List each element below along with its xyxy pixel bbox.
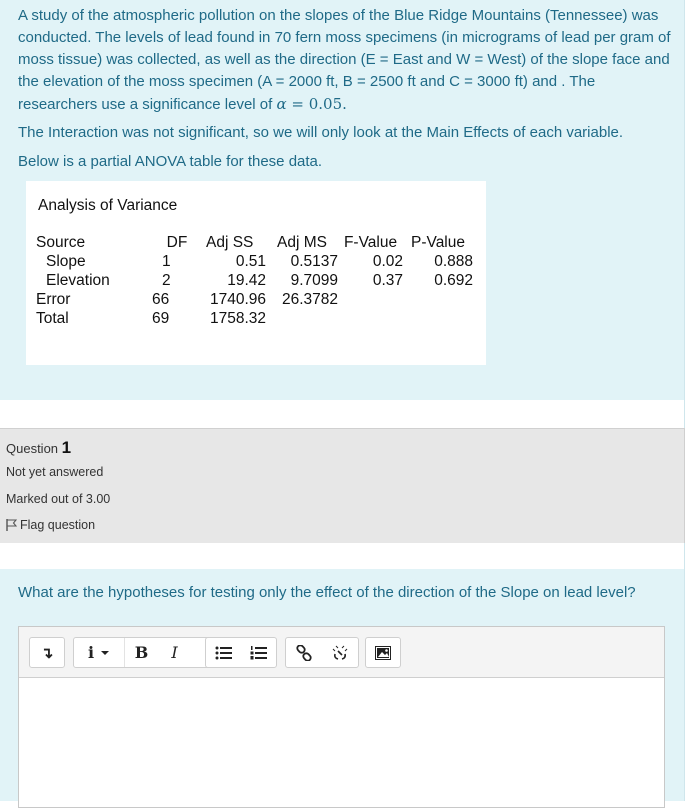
anova-title: Analysis of Variance xyxy=(38,197,178,214)
row-p xyxy=(403,290,473,309)
editor-content-area[interactable] xyxy=(19,678,664,808)
table-row xyxy=(36,290,473,309)
unordered-list-icon xyxy=(215,646,232,660)
row-f xyxy=(338,290,403,309)
show-more-buttons[interactable] xyxy=(30,638,64,667)
anova-header-row xyxy=(36,233,473,252)
question-marks: Marked out of 3.00 xyxy=(6,492,111,506)
toolbar-group xyxy=(285,637,359,668)
italic-icon: I xyxy=(171,643,178,662)
question-intro xyxy=(0,0,685,400)
row-source: Slope xyxy=(46,253,86,270)
row-ss: 1740.96 xyxy=(209,291,266,308)
unordered-list-button[interactable] xyxy=(206,638,241,667)
header-df: DF xyxy=(166,234,188,251)
row-df: 2 xyxy=(162,272,171,289)
bold-button[interactable] xyxy=(124,638,158,667)
row-df: 66 xyxy=(152,291,170,308)
interaction-note: The Interaction was not significant, so we will only look at the Main Effects of each variable. xyxy=(18,124,624,141)
ordered-list-button[interactable] xyxy=(241,638,276,667)
collapse-icon: ↴ xyxy=(40,644,54,662)
header-p-value: P-Value xyxy=(411,234,465,251)
intro-paragraph: A study of the atmospheric pollution on the slopes of the Blue Ridge Mountains (Tennessee) was conducted. The levels of lead found in 70 fern moss specimens (in micrograms of lead per gram of moss tissue) was collected, as well as the direction (E = East and W = West) of the slope face and the elevation of the moss specimen (A = 2000 ft, B = 2500 ft and C = 3000 ft) and . The researchers use a significance level of α = 0.05. xyxy=(18,7,671,113)
question-state: Not yet answered xyxy=(6,465,104,479)
header-source: Source xyxy=(36,234,86,251)
toolbar-group xyxy=(73,637,212,668)
question-number: Question 1 xyxy=(6,438,72,457)
chevron-down-icon xyxy=(100,650,110,656)
row-source: Elevation xyxy=(46,272,110,289)
question-prompt: What are the hypotheses for testing only the effect of the direction of the Slope on lead level? xyxy=(18,584,636,601)
table-row xyxy=(36,271,473,290)
row-ms: 26.3782 xyxy=(281,291,338,308)
alpha-value: = 0.05. xyxy=(286,95,347,113)
row-source: Total xyxy=(36,310,69,327)
ordered-list-icon xyxy=(250,646,267,660)
image-icon xyxy=(375,646,391,660)
row-f: 0.37 xyxy=(372,272,403,289)
bold-icon: B xyxy=(134,643,149,662)
row-f: 0.02 xyxy=(372,253,403,270)
anova-table-panel xyxy=(26,181,486,365)
toolbar-group xyxy=(205,637,277,668)
paragraph-styles-button[interactable] xyxy=(74,638,124,667)
table-row xyxy=(36,309,473,328)
row-f xyxy=(338,309,403,328)
row-ms: 0.5137 xyxy=(290,253,338,270)
unlink-icon xyxy=(332,645,348,661)
row-p: 0.888 xyxy=(434,253,473,270)
row-p xyxy=(403,309,473,328)
link-icon xyxy=(296,645,312,661)
row-ss: 19.42 xyxy=(227,272,266,289)
anova-table xyxy=(36,233,473,328)
table-row xyxy=(36,252,473,271)
row-ss: 1758.32 xyxy=(209,310,266,327)
flag-question-link[interactable]: Flag question xyxy=(6,518,95,532)
flag-icon xyxy=(6,519,17,531)
question-info-panel xyxy=(0,428,685,544)
unlink-button[interactable] xyxy=(322,638,358,667)
italic-button[interactable] xyxy=(158,638,191,667)
row-df: 69 xyxy=(152,310,170,327)
row-ss: 0.51 xyxy=(235,253,266,270)
anova-intro: Below is a partial ANOVA table for these data. xyxy=(18,153,323,170)
header-f-value: F-Value xyxy=(343,234,398,251)
row-ms xyxy=(266,309,338,328)
separator xyxy=(0,543,685,569)
info-icon: i xyxy=(87,643,95,662)
toolbar-group xyxy=(365,637,401,668)
header-adj-ss: Adj SS xyxy=(206,234,254,251)
editor-toolbar xyxy=(19,627,664,678)
separator xyxy=(0,400,685,428)
question-text-panel xyxy=(0,569,685,801)
row-ms: 9.7099 xyxy=(290,272,338,289)
row-p: 0.692 xyxy=(434,272,473,289)
row-df: 1 xyxy=(162,253,171,270)
insert-image-button[interactable] xyxy=(366,638,400,667)
row-source: Error xyxy=(36,291,71,308)
toolbar-group xyxy=(29,637,65,668)
link-button[interactable] xyxy=(286,638,322,667)
answer-editor[interactable] xyxy=(18,626,665,808)
header-adj-ms: Adj MS xyxy=(277,234,327,251)
alpha-symbol: α xyxy=(276,95,287,113)
